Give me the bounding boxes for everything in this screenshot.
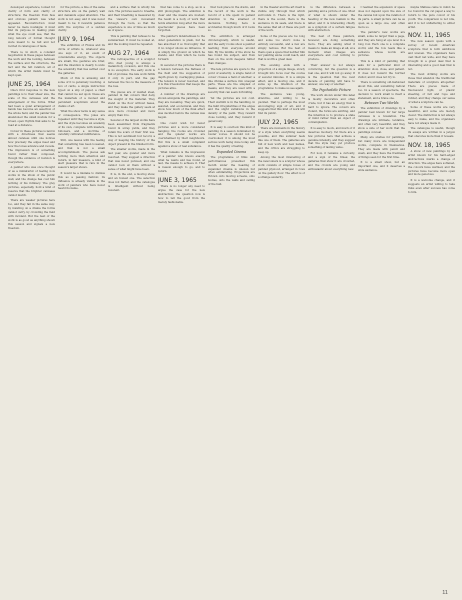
dateline-heading: NOV. 11, 1965 (408, 31, 451, 40)
section-subhead: Expanded Cinema (216, 149, 247, 154)
text-column (158, 6, 205, 590)
article-paragraph: that has come to a stop, as in a still photograph. The ambition is clear and the means are modest; the result is a body of work that holds attention long after the more spectacular pieces have been forgotten. (158, 6, 205, 33)
text-column (108, 6, 155, 590)
article-paragraph: Several of the largest works have been assembled from fragments found in scrap yards, and they retain the scars of their first use. This is not sentiment but record, a way of keeping the history of the object present in the finished form. (108, 119, 155, 146)
article-paragraph: The work shown under this label is mostly decorative and often crude, but it has an energy that is hard to ignore. The colours are violent, the forms are swirling, and the intention is to produce a state of mind rather than an object of contemplation. (308, 94, 355, 125)
article-paragraph: and a surface that is wholly his own. The pictures seem to breathe, and their breathing is measured by the viewer's own movement through the room, so that the experience is one of time as much as of space. (108, 6, 155, 33)
article-paragraph: developed experience, looked for clarity of form and clarity of structure; the freedom from fuss and obvious pattern was what appealed. Reconstruction must never be mere nostalgia: it must find its purpose in making plain what the eye could see, that the long labours of formal thought were meant to be felt and not recited in catalogues of taste. (8, 6, 55, 49)
article-paragraph: This is a kind of painting that asks for a particular kind of attention: slow, close, and patient. It does not reward the hurried visitor, and it does not try to. (358, 59, 405, 79)
article-paragraph: What the show lacks is any sense of consequence. The jokes are repeated until they become a style, and the style becomes an academy of its own, complete with masters, followers, and a doctrine of carefully cultivated indifference. (58, 110, 105, 137)
dateline-heading: JULY 9, 1964 (58, 35, 95, 44)
article-paragraph: Some of the pieces are too long and some too short; none is entirely successful, and a few are simply tedious. But the best of them open a space that neither film nor painting alone could reach, and that is worth a great deal. (258, 34, 305, 62)
article-paragraph: There are weaker pictures here too, and they fail in the same way: by insisting on a drama the forms cannot carry, by crowding the field with incident. But the best of the work is as good as anything shown this season and signals a new freedom. (8, 199, 55, 230)
dateline-heading: JUNE 3, 1965 (158, 176, 197, 185)
article-paragraph: A show of new paintings by an artist known for his hard-edged abstractions marks a change of direction. The edges have softened, the colours have warmed, and the pictures have become more open and more generous. (408, 149, 455, 177)
article-paragraph: It is a small show, but an important one, and it deserves a wide audience. (358, 161, 405, 173)
article-paragraph: Yet the pictures are not cold. Their warmth is in the handling, in the faint irregularities of the edges and the slight variations in the density of the paint. They reward close looking, and they reward it generously. (208, 96, 255, 124)
dateline-heading: JUNE 25, 1964 (8, 79, 51, 88)
article-paragraph: It would be a mistake to dismiss this as a passing fashion; its influence is already visible in the work of painters who have never heard its name. (58, 171, 105, 191)
dateline-heading: AUG 27, 1964 (108, 48, 150, 57)
article-paragraph: The exhibition of drawings by a painter best known for her large canvases is a revelation. The drawings are intimate, tentative, and often very beautiful, and they show a side of her work that the paintings conceal. (358, 107, 405, 134)
article-paragraph: Much of this is amusing and some of it is genuinely touching. A box of cards, a single instruction typed on a slip of paper, a chair that cannot be sat upon: these are the materials of a modest and persistent scepticism about the claims of art. (58, 77, 105, 108)
article-paragraph: is the difference between a painting and a picture of one. Most of what is shown under the heading of the new realism is the latter, and it is interesting chiefly as a symptom of a certain fatigue with abstraction. (308, 6, 355, 33)
article-paragraph: It is easy to overlook this kind of painting in a season dominated by louder voices. It should not be overlooked; it is among the most serious work being done today, and it has the quality of lasting. (208, 125, 255, 149)
article-paragraph: The exhibition of Fluxus and its circle of artists is, whatever else one says of it, an event of considerable energy. The objects are small, the gestures are brief, and the intention is clearly to undo the solemnity that has settled over the galleries. (58, 44, 105, 75)
article-paragraph: Their answer is not always convincing, but the question is a real one, and it will not go away. It is the question that the next decade of painting will have to answer, one way or another. (308, 63, 355, 87)
article-paragraph: What remains is the impression of a painter who knows exactly what he wants and has found, at last, the means to achieve it. That is reason enough to go, and to return. (158, 150, 205, 174)
article-paragraph: The retrospective of a sculptor who died young is always a melancholy occasion, and this one is no exception. The early work is full of promise; the late work fulfils it only in part, and the gap between the two is the measure of the loss. (108, 57, 155, 88)
article-paragraph: Some of these works are very beautiful, and some are merely clever. The distinction is not always easy to make, and the organisers have not always made it. (408, 106, 455, 125)
article-paragraph: This is painting that refuses to be summarised. It must be looked at, and the looking must be repeated. (108, 34, 155, 46)
article-paragraph: One could wish for fewer pictures and a more considered hanging; the rooms are crowded and the quieter works are overwhelmed by their neighbours. But this is a small complaint against a show of real substance. (158, 121, 205, 149)
text-column (358, 6, 405, 590)
text-column (58, 6, 105, 590)
article-paragraph: The evening ends with a projection of a single image, slowly brought into focus over the course of several minutes. It is a simple effect, and a moving one, and it sums up the intention of the programme: to make us see again. (258, 63, 305, 91)
article-paragraph: The best of these painters, however, are doing something more. They are asking what it means to make an image at all, at a moment when images are everywhere and cost nothing to produce. (308, 34, 355, 62)
dateline-heading: NOV. 18, 1965 (408, 140, 451, 149)
article-paragraph: Among the most interesting of the newcomers is a sculptor whose work consists of simple boxes of painted plywood, arranged in rows on the gallery floor. The effect is of a strange austerity. (258, 156, 305, 179)
article-paragraph: I realized the expansion of space does not depend upon the size of the canvas but upon the relation of its parts. A small picture can be as open as a large one, and often more so. (358, 6, 405, 29)
article-paragraph: There are moments in the history of a style when everything seems possible, and this summer feels like one of them. The galleries are full of new work and new names, and the critics are struggling to keep up. (258, 127, 305, 154)
section-subhead: The Psychedelic Picture (312, 87, 351, 92)
article-paragraph: A number of the drawings are shown alongside the paintings, and they are revealing. They are quick, assured, and economical, and they show how much of the final effect was decided before the canvas was begun. (158, 92, 205, 120)
article-paragraph: The pieces are of welded steel, painted in flat colours that deny the weight of the material. They stand on the floor without bases, and they make the gallery seem at once more crowded and more empty than it is. (108, 90, 155, 117)
article-paragraph: There is no longer any need to argue the case for the new abstraction; the question now is how to tell the good from the merely fashionable. (158, 185, 205, 204)
article-paragraph: A painter who was once thought of as a miniaturist of feeling now works in the idiom of the public wall, and the change has cost him nothing of his intimacy. The grey pictures, especially, hold a kind of reserve that the brighter canvases cannot match. (8, 166, 55, 197)
text-column (8, 6, 55, 590)
article-paragraph: Still, one leaves with the feeling that something has been loosened, and that is not a small accomplishment. The pieces ask nothing more than attention and return, in fair measure, a kind of alert pleasure that is rare in the season's larger shows. (58, 138, 105, 170)
article-paragraph: in the theater and the art itself is visible only through that which surrounds it. There is the light, there is the sound, there is the audience in its seats, and there is the sense that all of these are part of the work. (258, 6, 305, 33)
text-column (408, 6, 455, 590)
section-subhead: Between Two Worlds (364, 101, 399, 106)
article-paragraph: maybe Matisse came to mind; he too found in the cut paper a way to return to the pure colour of his youth. The comparison is not idle, and it is not unflattering to either artist. (408, 6, 455, 29)
page-number: 11 (442, 590, 448, 596)
article-paragraph: For now, it remains a curiosity, and a sign of the times; the galleries that show it are crowded, and the crowds are young and enthusiastic about everything new. (308, 151, 355, 171)
dateline-heading: JULY 22, 1965 (258, 118, 299, 127)
article-paragraph: It is easy to mock, and much of it deserves mockery. Yet there are a few pictures here that achieve a genuine intensity, and they suggest that the style may yet produce something of lasting value. (308, 126, 355, 150)
article-paragraph: One's first response to the new paintings is to their sheer size, the scale of the canvases and the enlargement of the forms. What had been a quiet arrangement of bands has become an assertion of the whole field, and the painter has abandoned the small module for a broad, open rhythm that asks to be read at a distance. (8, 88, 55, 128)
article-paragraph: In several of the pictures there is a tension between the flatness of the field and the suggestion of depth given by overlapping planes. The tension is never resolved, and it is this irresolution that keeps the pictures alive. (158, 63, 205, 91)
article-paragraph: The new season opens with a survey of recent American sculpture that is both ambitious and uneven. The organisers have cast their net wide, and they have brought in a great deal that is interesting and a good deal that is not. (408, 40, 455, 71)
article-paragraph: There is something old-fashioned about this, and something radical too. In a season of spectacle, the decision to work small is itself a statement, and a brave one. (358, 81, 405, 100)
article-paragraph: The painter's indebtedness to the older generation is plain, but he has absorbed it so thoroughly that it no longer shows as influence. It is simply the ground on which he stands, and from which he looks forward. (158, 34, 205, 62)
article-paragraph: The smaller works, made in the last year, are quieter and more resolved. They suggest a direction that was never pursued, and one cannot look at them without a sense of what might have been. (108, 148, 155, 171)
article-paragraph: Many are studies for paintings, but many more are independent works, complete in themselves. They are made with pencil and wash, and they have the freshness of things seen for the first time. (358, 136, 405, 159)
article-paragraph: The programme of films and performances presented this month under the heading of expanded cinema is uneven but often exhilarating. Projections are thrown onto moving screens, onto bodies, onto the walls and ceiling of the hall. (208, 155, 255, 187)
article-paragraph: The late pictures are spare to the point of austerity. A single band of colour crosses a field of another; a line divides a surface into unequal parts. These are the simplest of means, and they are used with a severity that can seem forbidding. (208, 67, 255, 95)
article-paragraph: Colour in these pictures is laid in with a directness that seems almost careless until one notices how precisely the edges meet and how the tones advance and recede. The impression is of something found rather than composed, though the evidence of revision is everywhere. (8, 129, 55, 164)
text-column (308, 6, 355, 590)
article-paragraph: The painter's new works are small, some no larger than a page, and they are hung at eye level in a long row. Each one is a complete world, and the row reads like a sentence whose words are pictures. (358, 31, 405, 58)
article-paragraph: The audience was young, attentive, and willing to be puzzled. That is perhaps the most encouraging sign of all, and it suggests that this kind of work will find its public. (258, 92, 305, 116)
article-paragraph: It is, in the end, a moving show, and an honest one. The selection does not flatter, and the catalogue is intelligent without being reverent. (108, 173, 155, 193)
article-paragraph: The catalogue is useful, though its essays are written in a jargon that obscures more than it reveals. (408, 127, 455, 139)
article-paragraph: It is a welcome change, and it suggests an artist willing to take risks even after success has come to him. (408, 178, 455, 194)
article-paragraph: that took place in the studio, and the record of the work is the record of a life spent in patient attention to the smallest of decisions. Nothing here is accidental, though much of it looks so. (208, 6, 255, 33)
article-paragraph: The most striking works are those that abandon the traditional materials of sculpture altogether. There are pieces made of fluorescent light, of plastic sheeting, of felt and rope and rubber, and they change our sense of what a sculpture can be. (408, 73, 455, 104)
text-column (258, 6, 305, 590)
article-paragraph: There is, in short, a constant negotiation in these pages between the work and the looking, between the surface and the structure, the fact and the felt relation, all of which the artist insists must be kept open. (8, 50, 55, 77)
article-paragraph: The exhibition is arranged chronologically, which is useful, and the early rooms show a painter learning from everyone around him. By the middle of the show he has found his subject, and from then on the work deepens rather than changes. (208, 34, 255, 66)
article-paragraph: for the picture, a line of the same structure sits on the gallery wall and demands equal attention. The work is not easy, and it was never meant to be; it rewards patience with the surprise of a sudden clarity. (58, 6, 105, 33)
text-column (208, 6, 255, 590)
